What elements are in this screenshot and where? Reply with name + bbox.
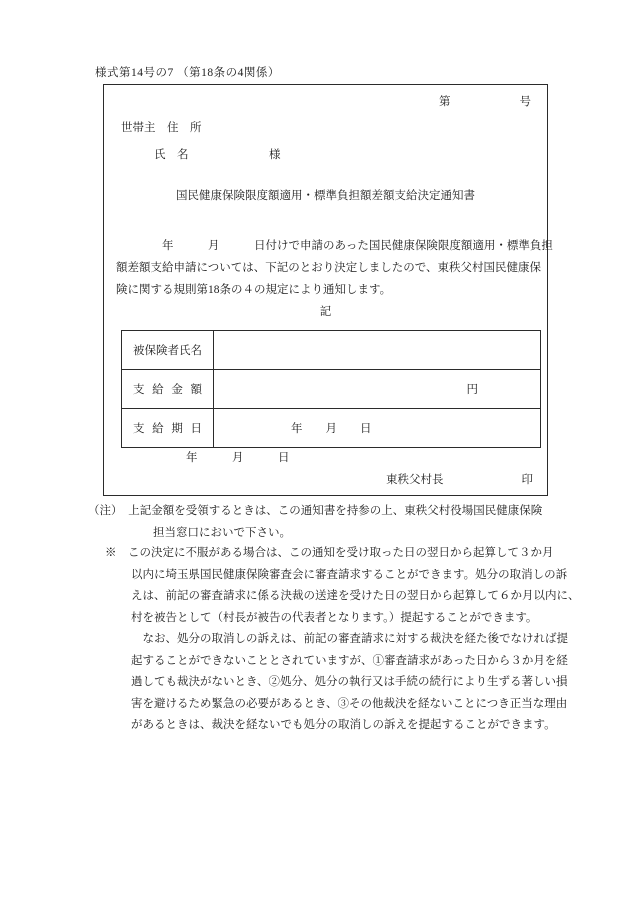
payment-amount-value: 円: [466, 384, 478, 396]
notice-box: [103, 84, 553, 496]
notice-title: 国民健康保険限度額適用・標準負担額差額支給決定通知書: [176, 190, 475, 202]
issue-date-line: 年 月 日: [186, 452, 290, 464]
note-continuation: 担当窓口においで下さい。: [153, 526, 291, 539]
householder-address-label: 世帯主 住 所: [121, 122, 202, 134]
table-row-payment-amount: [122, 370, 540, 409]
form-number-label: 様式第14号の7 （第18条の4関係）: [95, 67, 280, 79]
doc-number-line: 第 号: [439, 96, 531, 108]
payment-date-value: 年 月 日: [291, 423, 372, 435]
note-continuation: 以内に埼玉県国民健康保険審査会に審査請求することができます。処分の取消しの訴 えは、前記の審査請求に係る決裁の送達を受けた日の翌日から起算して６か月以内に、 村を被告として（村長が被告の代表者となります。）提起することができます。 なお、処分の取消しの訴えは、前記の審査請求に対する裁決を経た後でなければ提 起することができないこととされていますが、①審査請求があった日から３か月を経 過しても裁決がないとき、②処分、処分の執行又は手続の続行により生ずる著しい損 害を避けるため緊急の必要があるとき、③その他裁決を経ないことにつき正当な理由 があるときは、裁決を経ないでも処分の取消しの訴えを提起することができます。: [131, 568, 580, 731]
row-label: 支給金額: [122, 370, 214, 408]
note-line: （注） 上記金額を受領するときは、この通知書を持参の上、東秩父村役場国民健康保険: [88, 505, 543, 517]
note-block-receipt: [88, 501, 568, 544]
note-block-appeal: [105, 543, 580, 737]
mayor-signature-line: [386, 471, 533, 487]
seal-mark: 印: [521, 474, 533, 486]
householder-name-label: 氏 名 様: [154, 149, 281, 161]
ki-marker: 記: [319, 306, 332, 318]
table-row-payment-date: [122, 409, 540, 447]
row-label: 被保険者氏名: [122, 331, 214, 369]
table-row-insured-name: [122, 331, 540, 370]
mayor-title: 東秩父村長: [386, 474, 444, 486]
body-paragraph: 年 月 日付けで申請のあった国民健康保険限度額適用・標準負担 額差額支給申請については、下記のとおり決定しましたので、東秩父村国民健康保 険に関する規則第18条の４の規定により通知します。: [116, 240, 553, 296]
note-line: ※ この決定に不服がある場合は、この通知を受け取った日の翌日から起算して３か月: [105, 547, 554, 559]
details-table: [121, 330, 541, 448]
row-label: 支給期日: [122, 409, 214, 447]
insured-name-value: [214, 331, 540, 369]
